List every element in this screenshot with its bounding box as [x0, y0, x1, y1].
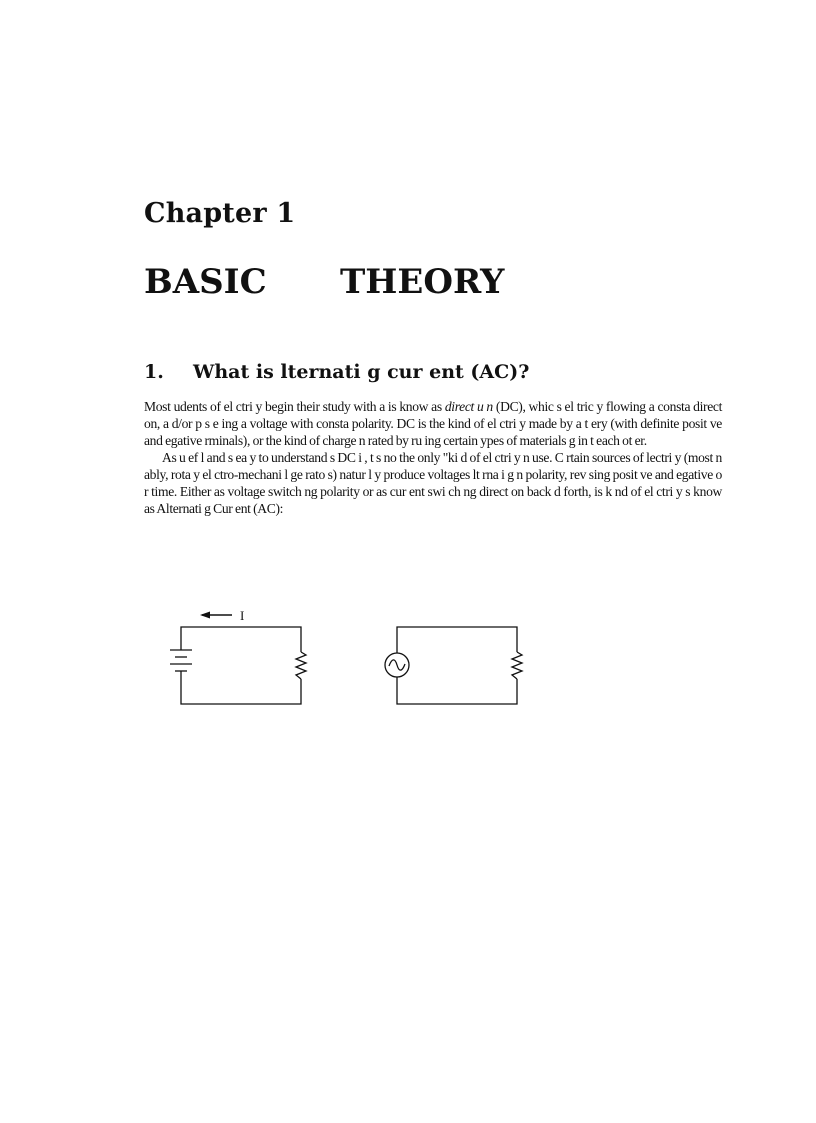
circuit-figure	[160, 600, 540, 710]
resistor-icon	[296, 652, 306, 679]
ac-source-icon	[385, 653, 409, 677]
chapter-title-part1: BASIC	[144, 262, 267, 302]
paragraph-1-italic: direct u n	[444, 399, 493, 414]
paragraph-1	[144, 398, 722, 449]
section-title: What is lternati g cur ent (AC)?	[193, 361, 530, 383]
section-heading	[144, 361, 529, 383]
dc-circuit	[170, 627, 306, 704]
battery-icon	[170, 650, 192, 675]
chapter-label: Chapter 1	[144, 198, 296, 229]
ac-circuit	[385, 627, 522, 704]
paragraph-1-start: Most udents of el ctri y begin their study with a is know as	[144, 399, 445, 414]
chapter-title	[144, 262, 564, 302]
section-number: 1.	[144, 361, 164, 383]
chapter-title-part2: THEORY	[340, 262, 505, 302]
paragraph-2: As u ef l and s ea y to understand s DC i , t s no the only "ki d of el ctri y n use. C rtain sources of lectri y (most n ably, rota y el ctro-mechani l ge rato s) natur l y produce voltages lt rna i g n polarity, rev sing posit ve and egative o r time. Either as voltage switch ng polarity or as cur ent swi ch ng direct on back d forth, is k nd of el ctri y s know as Alternati g Cur ent (AC):	[144, 450, 722, 516]
current-label: I	[240, 608, 245, 623]
paragraph-1-end: (DC), whic s el tric y flowing a consta direct on, a d/or p s e ing a voltage with consta polarity. DC is the kind of el ctri y made by a t ery (with definite posit ve and egative rminals), or the kind of charge n rated by ru ing certain ypes of materials g in t each ot er.	[144, 399, 722, 448]
resistor-icon	[512, 652, 522, 679]
current-arrow-icon	[200, 612, 232, 619]
body-text	[144, 398, 722, 517]
